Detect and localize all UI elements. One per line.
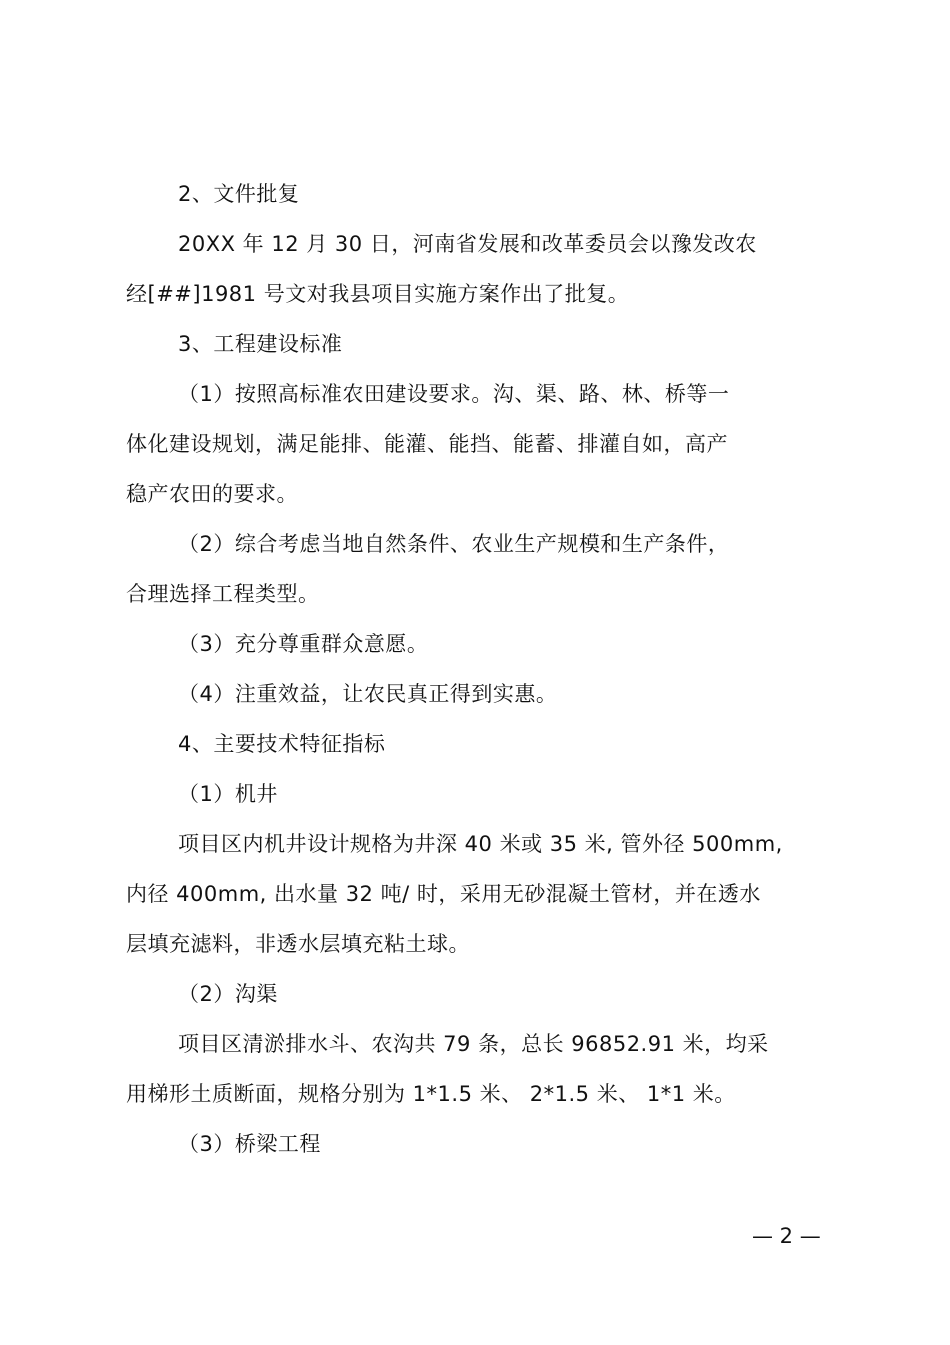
paragraph-line: （3）充分尊重群众意愿。 [178,632,429,656]
paragraph-line: 项目区内机井设计规格为井深 40 米或 35 米, 管外径 500mm, [178,832,783,856]
subheading-wells: （1）机井 [178,782,278,806]
paragraph-line: 用梯形土质断面，规格分别为 1*1.5 米、 2*1.5 米、 1*1 米。 [126,1082,736,1106]
heading-document-approval: 2、文件批复 [178,182,300,206]
paragraph-line: 合理选择工程类型。 [126,582,320,606]
paragraph-line: 内径 400mm, 出水量 32 吨/ 时，采用无砂混凝土管材，并在透水 [126,882,761,906]
paragraph-line: 20XX 年 12 月 30 日，河南省发展和改革委员会以豫发改农 [178,232,757,256]
subheading-bridges: （3）桥梁工程 [178,1132,321,1156]
paragraph-line: （2）综合考虑当地自然条件、农业生产规模和生产条件， [178,532,730,556]
paragraph-line: 稳产农田的要求。 [126,482,298,506]
paragraph-line: 层填充滤料，非透水层填充粘土球。 [126,932,470,956]
heading-construction-standards: 3、工程建设标准 [178,332,343,356]
paragraph-line: 经[##]1981 号文对我县项目实施方案作出了批复。 [126,282,630,306]
paragraph-line: （4）注重效益，让农民真正得到实惠。 [178,682,558,706]
heading-technical-indicators: 4、主要技术特征指标 [178,732,386,756]
paragraph-line: （1）按照高标准农田建设要求。沟、渠、路、林、桥等一 [178,382,730,406]
paragraph-line: 项目区清淤排水斗、农沟共 79 条，总长 96852.91 米，均采 [178,1032,769,1056]
paragraph-line: 体化建设规划，满足能排、能灌、能挡、能蓄、排灌自如，高产 [126,432,728,456]
page-number: — 2 — [752,1224,821,1248]
subheading-ditches: （2）沟渠 [178,982,278,1006]
